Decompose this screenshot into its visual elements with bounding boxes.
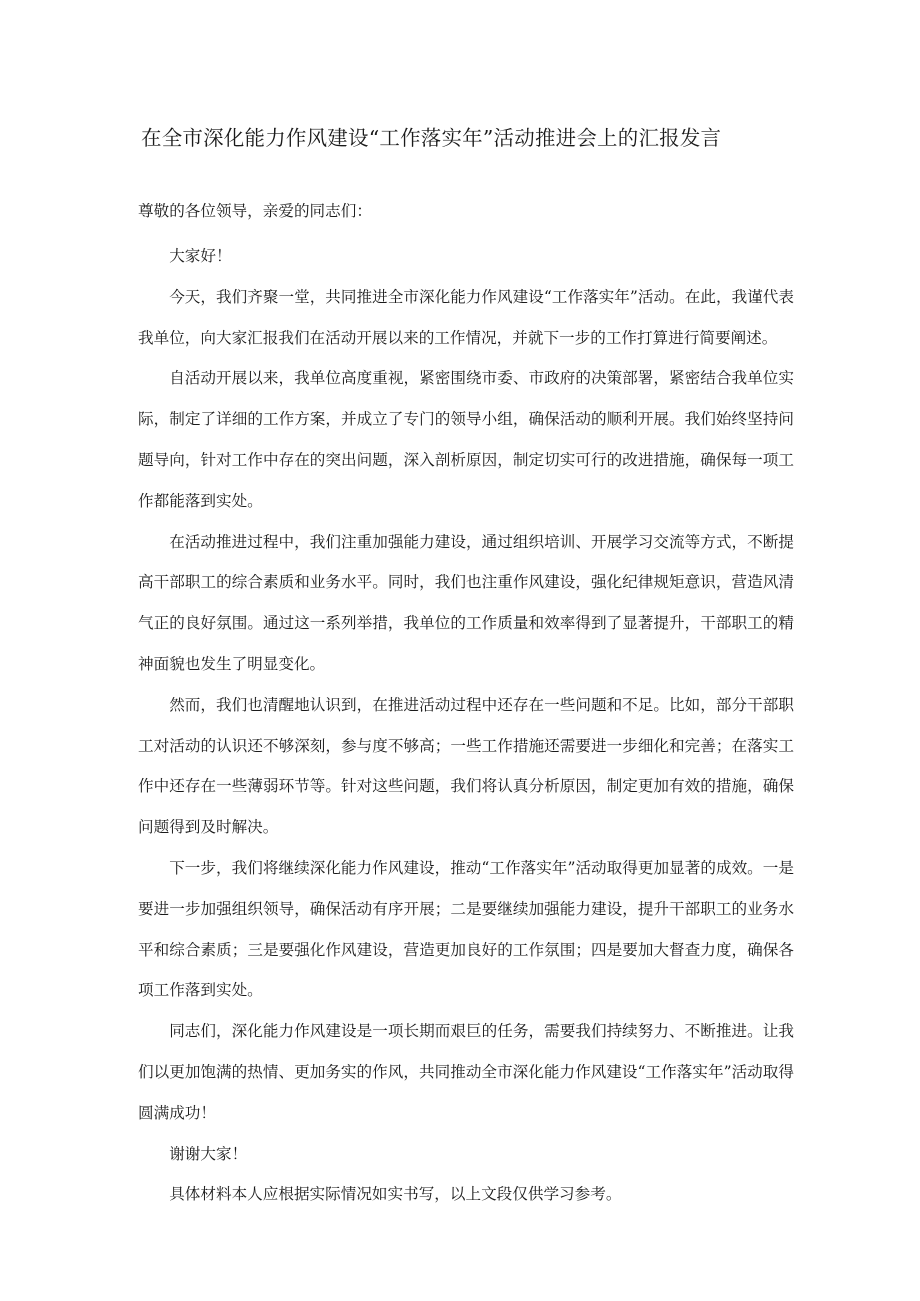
next-steps-paragraph: 下一步，我们将继续深化能力作风建设，推动“工作落实年”活动取得更加显著的成效。一是要进一步加强组织领导，确保活动有序开展；二是要继续加强能力建设，提升干部职工的业务水平和综合素质；三是要强化作风建设，营造更加良好的工作氛围；四是要加大督查力度，确保各项工作落到实处。 xyxy=(138,858,794,1000)
intro-paragraph: 今天，我们齐聚一堂，共同推进全市深化能力作风建设“工作落实年”活动。在此，我谨代表我单位，向大家汇报我们在活动开展以来的工作情况，并就下一步的工作打算进行简要阐述。 xyxy=(138,287,794,347)
thanks-paragraph: 谢谢大家！ xyxy=(169,1144,248,1163)
problems-paragraph: 然而，我们也清醒地认识到，在推进活动过程中还存在一些问题和不足。比如，部分干部职工对活动的认识还不够深刻，参与度不够高；一些工作措施还需要进一步细化和完善；在落实工作中还存在一些薄弱环节等。针对这些问题，我们将认真分析原因，制定更加有效的措施，确保问题得到及时解决。 xyxy=(138,695,794,837)
closing-paragraph: 同志们，深化能力作风建设是一项长期而艰巨的任务，需要我们持续努力、不断推进。让我们以更加饱满的热情、更加务实的作风，共同推动全市深化能力作风建设“工作落实年”活动取得圆满成功！ xyxy=(138,1022,794,1122)
document-title: 在全市深化能力作风建设“工作落实年”活动推进会上的汇报发言 xyxy=(141,126,722,150)
greeting-paragraph: 大家好！ xyxy=(169,247,232,265)
document-page xyxy=(138,118,794,1215)
disclaimer-paragraph: 具体材料本人应根据实际情况如实书写，以上文段仅供学习参考。 xyxy=(169,1185,622,1204)
progress-paragraph: 在活动推进过程中，我们注重加强能力建设，通过组织培训、开展学习交流等方式，不断提高干部职工的综合素质和业务水平。同时，我们也注重作风建设，强化纪律规矩意识，营造风清气正的良好氛围。通过这一系列举措，我单位的工作质量和效率得到了显著提升，干部职工的精神面貌也发生了明显变化。 xyxy=(138,532,794,673)
salutation: 尊敬的各位领导，亲爱的同志们： xyxy=(138,202,372,220)
work-overview-paragraph: 自活动开展以来，我单位高度重视，紧密围绕市委、市政府的决策部署，紧密结合我单位实际，制定了详细的工作方案，并成立了专门的领导小组，确保活动的顺利开展。我们始终坚持问题导向，针对工作中存在的突出问题，深入剖析原因，制定切实可行的改进措施，确保每一项工作都能落到实处。 xyxy=(138,369,794,510)
